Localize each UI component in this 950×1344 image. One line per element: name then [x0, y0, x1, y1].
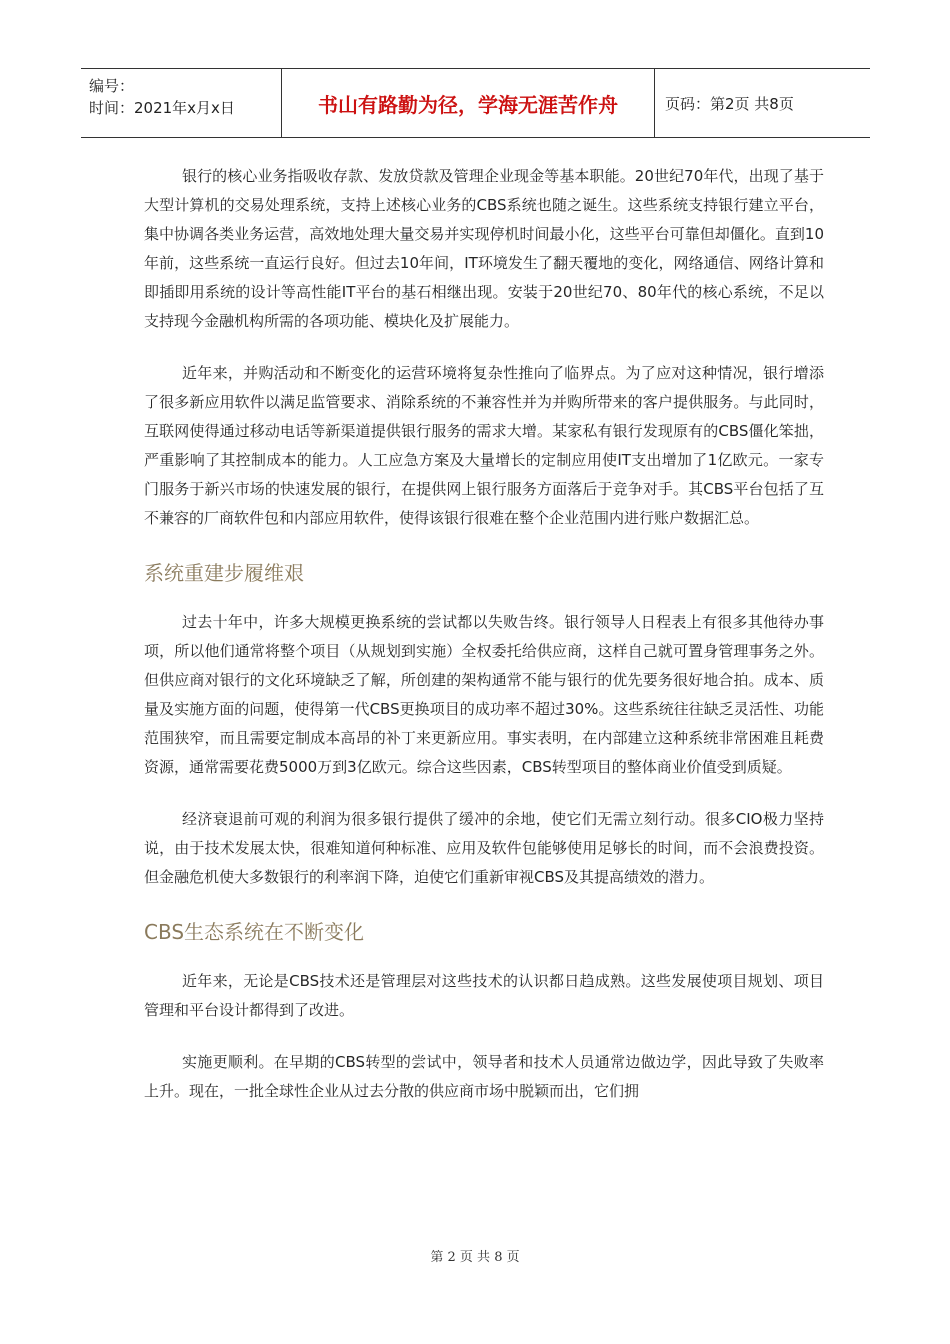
- section-heading: 系统重建步履维艰: [144, 561, 304, 585]
- section-heading: CBS生态系统在不断变化: [144, 920, 365, 944]
- header-left-cell: [81, 69, 281, 137]
- paragraph: 银行的核心业务指吸收存款、发放贷款及管理企业现金等基本职能。20世纪70年代，出现了基于大型计算机的交易处理系统，支持上述核心业务的CBS系统也随之诞生。这些系统支持银行建立平台，集中协调各类业务运营，高效地处理大量交易并实现停机时间最小化，这些平台可靠但却僵化。直到10年前，这些系统一直运行良好。但过去10年间，IT环境发生了翻天覆地的变化，网络通信、网络计算和即插即用系统的设计等高性能IT平台的基石相继出现。安装于20世纪70、80年代的核心系统，不足以支持现今金融机构所需的各项功能、模块化及扩展能力。: [144, 167, 824, 330]
- date-label: 时间：2021年x月x日: [89, 99, 235, 117]
- document-body: [144, 162, 824, 1129]
- number-label: 编号：: [89, 77, 135, 95]
- motto: 书山有路勤为径，学海无涯苦作舟: [281, 69, 655, 137]
- paragraph: 过去十年中，许多大规模更换系统的尝试都以失败告终。银行领导人日程表上有很多其他待办事项，所以他们通常将整个项目（从规划到实施）全权委托给供应商，这样自己就可置身管理事务之外。但供应商对银行的文化环境缺乏了解，所创建的架构通常不能与银行的优先要务很好地合拍。成本、质量及实施方面的问题，使得第一代CBS更换项目的成功率不超过30%。这些系统往往缺乏灵活性、功能范围狭窄，而且需要定制成本高昂的补丁来更新应用。事实表明，在内部建立这种系统非常困难且耗费资源，通常需要花费5000万到3亿欧元。综合这些因素，CBS转型项目的整体商业价值受到质疑。: [144, 613, 824, 776]
- page-header: [81, 68, 870, 138]
- page-footer: 第 2 页 共 8 页: [430, 1250, 520, 1265]
- paragraph: 经济衰退前可观的利润为很多银行提供了缓冲的余地，使它们无需立刻行动。很多CIO极力坚持说，由于技术发展太快，很难知道何种标准、应用及软件包能够使用足够长的时间，而不会浪费投资。但金融危机使大多数银行的利率润下降，迫使它们重新审视CBS及其提高绩效的潜力。: [144, 810, 824, 886]
- paragraph: 实施更顺利。在早期的CBS转型的尝试中，领导者和技术人员通常边做边学，因此导致了失败率上升。现在，一批全球性企业从过去分散的供应商市场中脱颖而出，它们拥: [144, 1053, 824, 1100]
- paragraph: 近年来，无论是CBS技术还是管理层对这些技术的认识都日趋成熟。这些发展使项目规划、项目管理和平台设计都得到了改进。: [144, 972, 824, 1019]
- paragraph: 近年来，并购活动和不断变化的运营环境将复杂性推向了临界点。为了应对这种情况，银行增添了很多新应用软件以满足监管要求、消除系统的不兼容性并为并购所带来的客户提供服务。与此同时，互联网使得通过移动电话等新渠道提供银行服务的需求大增。某家私有银行发现原有的CBS僵化笨拙，严重影响了其控制成本的能力。人工应急方案及大量增长的定制应用使IT支出增加了1亿欧元。一家专门服务于新兴市场的快速发展的银行，在提供网上银行服务方面落后于竞争对手。其CBS平台包括了互不兼容的厂商软件包和内部应用软件，使得该银行很难在整个企业范围内进行账户数据汇总。: [144, 364, 824, 527]
- page-indicator: 页码：第2页 共8页: [665, 94, 794, 113]
